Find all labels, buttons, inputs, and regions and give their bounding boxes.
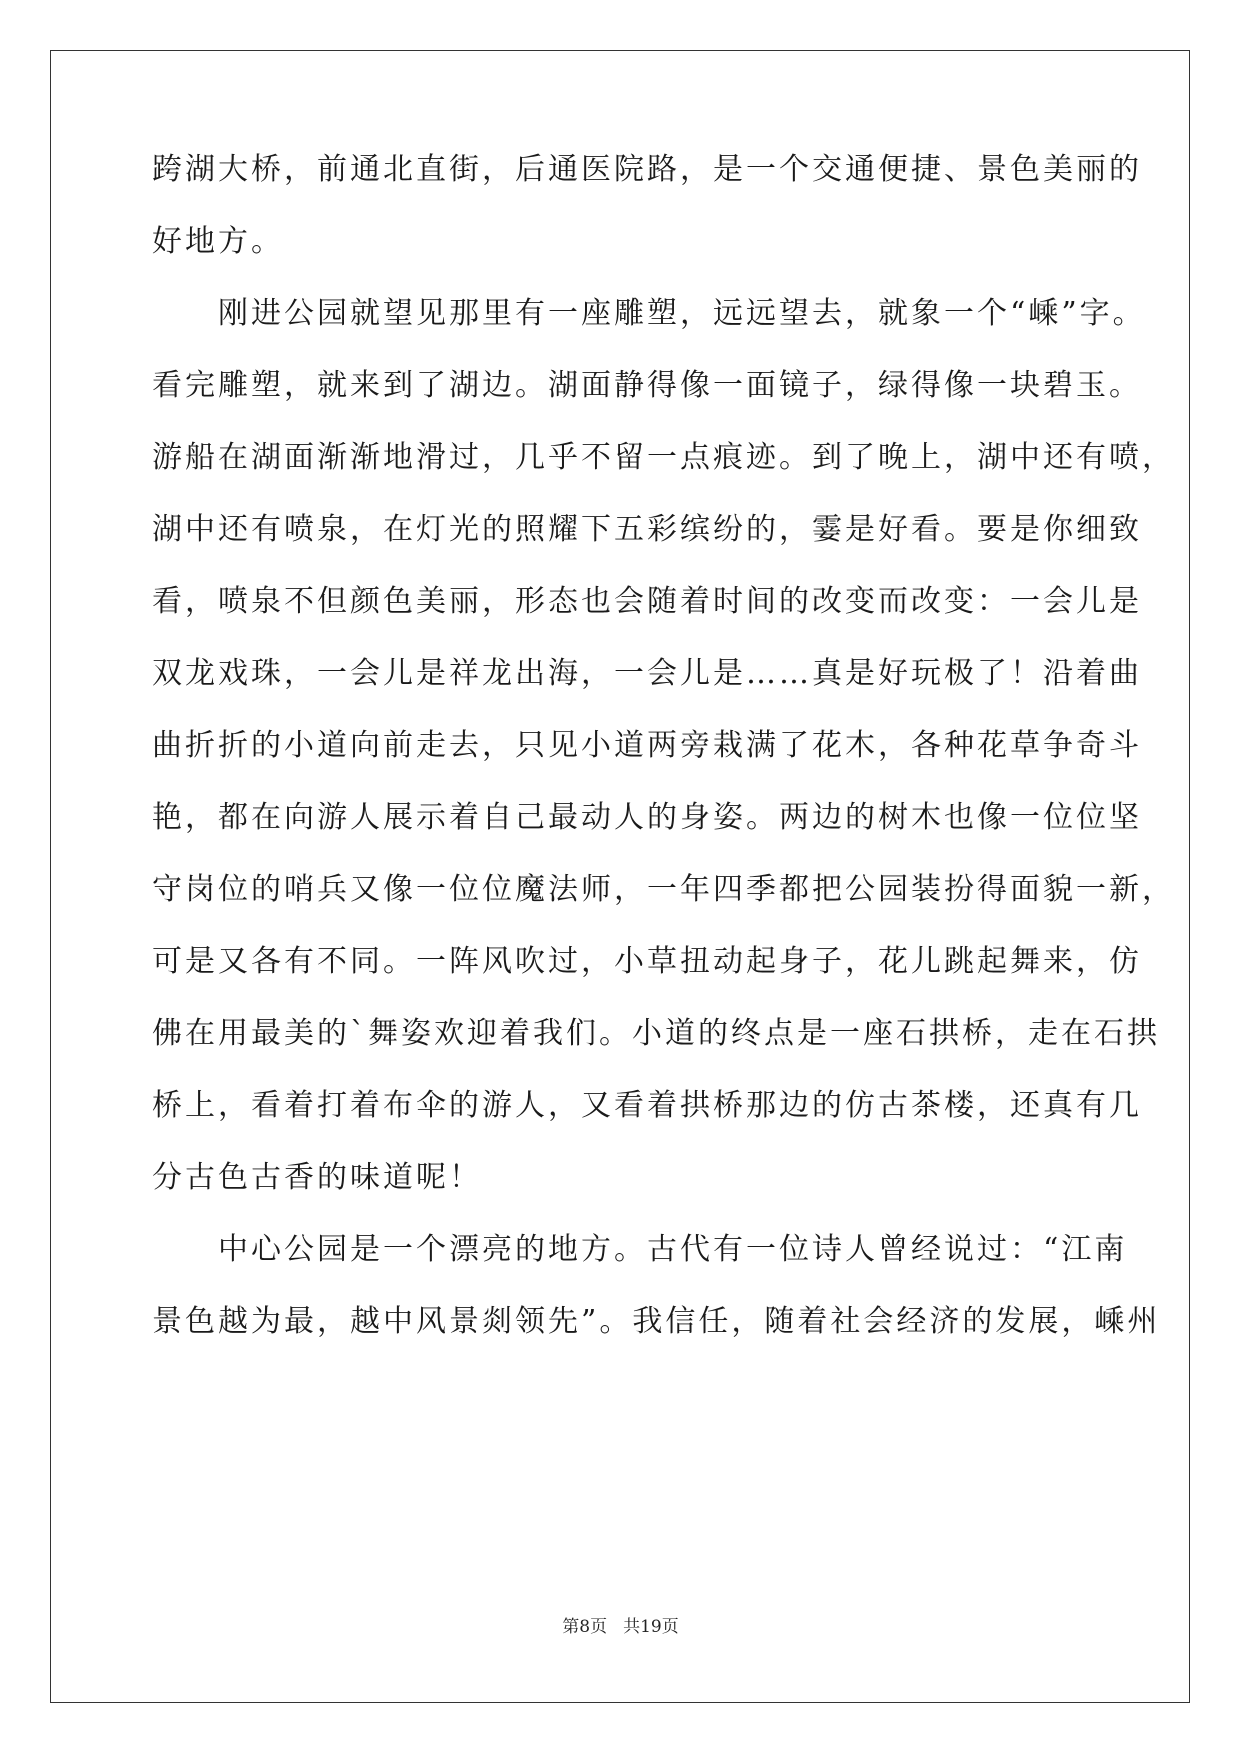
page-number: 第8页 — [562, 1617, 608, 1637]
text-line: 湖中还有喷泉，在灯光的照耀下五彩缤纷的，霎是好看。要是你细致 — [152, 512, 1142, 547]
text-line: 游船在湖面渐渐地滑过，几乎不留一点痕迹。到了晚上，湖中还有喷， — [152, 440, 1175, 475]
text-line: 桥上，看着打着布伞的游人，又看着拱桥那边的仿古茶楼，还真有几 — [152, 1088, 1142, 1123]
text-line: 双龙戏珠，一会儿是祥龙出海，一会儿是……真是好玩极了！沿着曲 — [152, 656, 1142, 691]
text-line: 刚进公园就望见那里有一座雕塑，远远望去，就象一个“嵊”字。 — [152, 296, 1146, 331]
text-line: 分古色古香的味道呢！ — [152, 1160, 482, 1195]
text-line: 可是又各有不同。一阵风吹过，小草扭动起身子，花儿跳起舞来，仿 — [152, 944, 1142, 979]
text-line: 守岗位的哨兵又像一位位魔法师，一年四季都把公园装扮得面貌一新， — [152, 872, 1175, 907]
text-line: 跨湖大桥，前通北直街，后通医院路，是一个交通便捷、景色美丽的 — [152, 152, 1142, 187]
text-line: 看，喷泉不但颜色美丽，形态也会随着时间的改变而改变：一会儿是 — [152, 584, 1142, 619]
page-total: 共19页 — [623, 1617, 679, 1637]
page-footer — [0, 1612, 1241, 1637]
text-line: 曲折折的小道向前走去，只见小道两旁栽满了花木，各种花草争奇斗 — [152, 728, 1142, 763]
text-line: 中心公园是一个漂亮的地方。古代有一位诗人曾经说过：“江南 — [152, 1232, 1128, 1267]
text-line: 艳，都在向游人展示着自己最动人的身姿。两边的树木也像一位位坚 — [152, 800, 1142, 835]
text-line: 佛在用最美的`舞姿欢迎着我们。小道的终点是一座石拱桥，走在石拱 — [152, 1016, 1160, 1051]
text-line: 看完雕塑，就来到了湖边。湖面静得像一面镜子，绿得像一块碧玉。 — [152, 368, 1142, 403]
text-line: 好地方。 — [152, 224, 284, 259]
text-line: 景色越为最，越中风景剡领先”。我信任，随着社会经济的发展，嵊州 — [152, 1304, 1161, 1339]
